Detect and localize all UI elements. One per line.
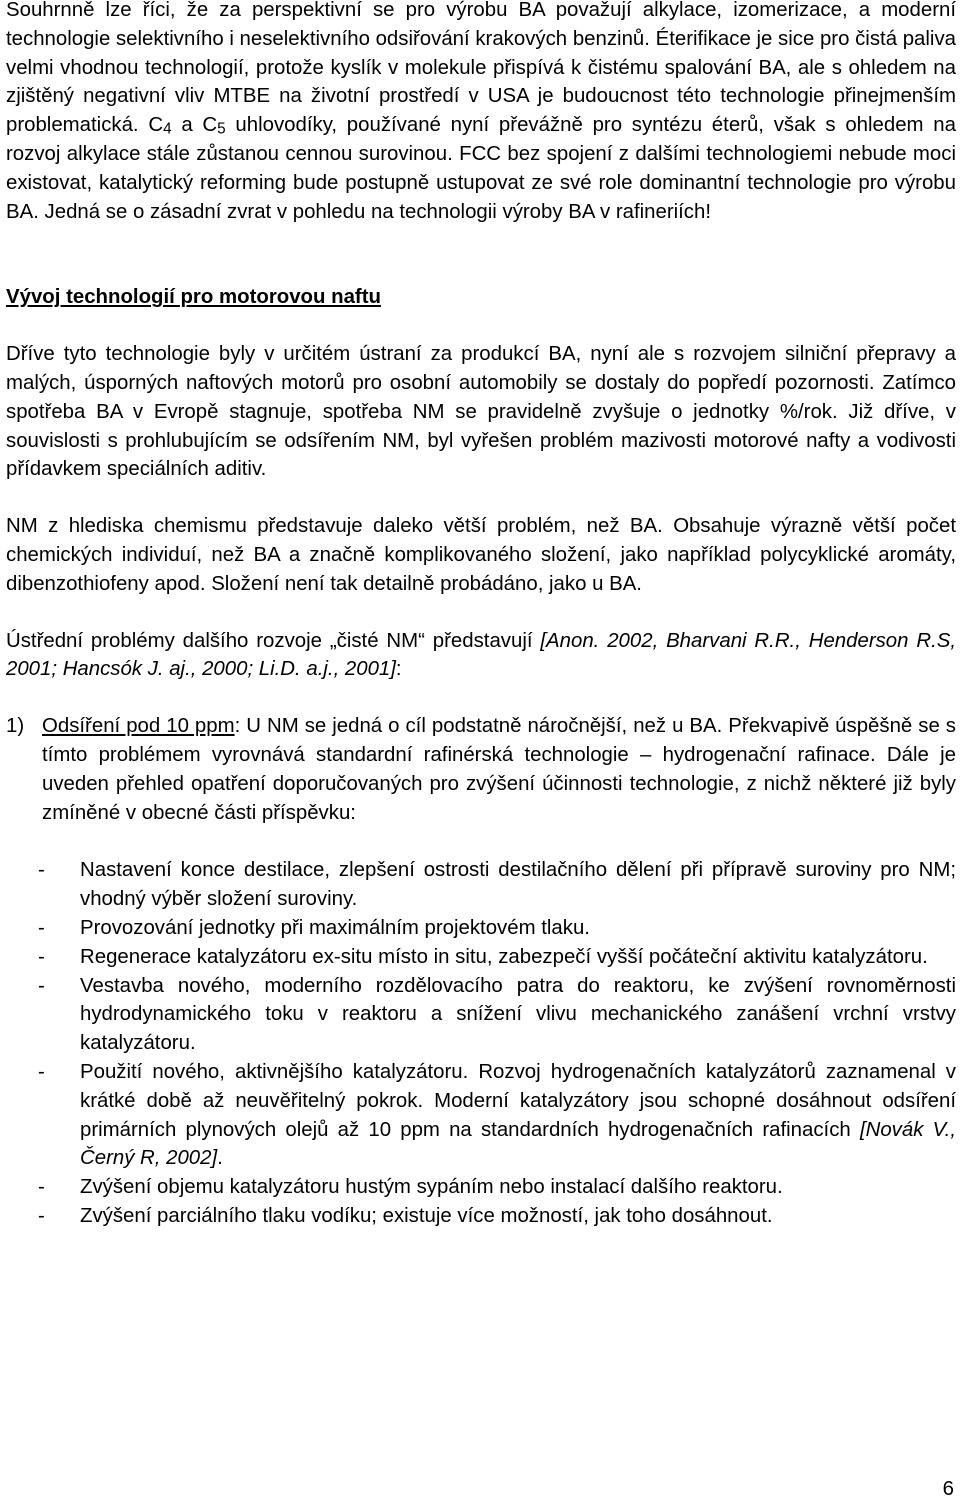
- list-item: - Regenerace katalyzátoru ex-situ místo in situ, zabezpečí vyšší počáteční aktivitu katalyzátoru.: [6, 943, 956, 972]
- list-item: - Vestavba nového, moderního rozdělovacího patra do reaktoru, ke zvýšení rovnoměrnosti hydrodynamického toku v reaktoru a snížení vlivu mechanického zanášení vrchní vrstvy katalyzátoru.: [6, 972, 956, 1058]
- dash-marker: -: [38, 1060, 45, 1083]
- paragraph-diesel-chemistry: NM z hlediska chemismu představuje daleko větší problém, než BA. Obsahuje výrazně větší počet chemických individuí, než BA a značně komplikovaného složení, jako například polycyklické aromáty, dibenzothiofeny apod. Složení není tak detailně probádáno, jako u BA.: [6, 515, 956, 595]
- paragraph-summary: Souhrnně lze říci, že za perspektivní se pro výrobu BA považují alkylace, izomerizace, a moderní technologie selektivního i neselektivního odsiřování krakových benzinů. Éterifikace je sice pro čistá paliva velmi vhodnou technologií, protože kyslík v molekule přispívá k čistému spalování BA, ale s ohledem na zjištěný negativní vliv MTBE na životní prostředí v USA je budoucnost této technologie přinejmenším problematická. $C_4$ a $C_5$ uhlovodíky, používané nyní převážně pro syntézu éterů, však s ohledem na rozvoj alkylace stále zůstanou cennou surovinou. FCC bez spojení z dalšími technologiemi nebude moci existovat, katalytický reforming bude postupně ustupovat ze své role dominantní technologie pro výrobu BA. Jedná se o zásadní zvrat v pohledu na technologii výroby BA v rafineriích!: [6, 0, 956, 223]
- list-item: - Nastavení konce destilace, zlepšení ostrosti destilačního dělení při přípravě suroviny pro NM; vhodný výběr složení suroviny.: [6, 856, 956, 914]
- paragraph-diesel-intro: Dříve tyto technologie byly v určitém ústraní za produkcí BA, nyní ale s rozvojem silniční přepravy a malých, úsporných naftových motorů pro osobní automobily se dostaly do popředí pozornosti. Zatímco spotřeba BA v Evropě stagnuje, spotřeba NM se pravidelně zvyšuje o jednotky %/rok. Již dříve, v souvislosti s prohlubujícím se odsířením NM, byl vyřešen problém mazivosti motorové nafty a vodivosti přídavkem speciálních aditiv.: [6, 343, 956, 481]
- numbered-item-1: 1) Odsíření pod 10 ppm: U NM se jedná o cíl podstatně náročnější, než u BA. Překvapivě úspěšně se s tímto problémem vyrovnává standardní rafinérská technologie – hydrogenační rafinace. Dále je uveden přehled opatření doporučovaných pro zvýšení účinnosti technologie, z nichž některé již byly zmíněné v obecné části příspěvku:: [6, 712, 956, 827]
- list-item: - Použití nového, aktivnějšího katalyzátoru. Rozvoj hydrogenačních katalyzátorů zaznamenal v krátké době až neuvěřitelný pokrok. Moderní katalyzátory jsou schopné dosáhnout odsíření primárních plynových olejů až 10 ppm na standardních hydrogenačních rafinacích [Novák V., Černý R, 2002].: [6, 1058, 956, 1173]
- list-item: - Zvýšení parciálního tlaku vodíku; existuje více možností, jak toho dosáhnout.: [6, 1202, 956, 1231]
- item-title: Odsíření pod 10 ppm: [42, 715, 235, 738]
- citation: [Anon. 2002, Bharvani R.R., Henderson R.S, 2001; Hancsók J. aj., 2000; Li.D. a.j., 2001]: [6, 629, 956, 681]
- dash-marker: -: [38, 1176, 45, 1199]
- section-heading: Vývoj technologií pro motorovou naftu: [6, 286, 381, 309]
- dash-marker: -: [38, 1204, 45, 1227]
- item-number: 1): [6, 715, 25, 738]
- dash-marker: -: [38, 945, 45, 968]
- subscript-4: 4: [163, 120, 172, 138]
- subscript-5: 5: [217, 120, 226, 138]
- list-item: - Zvýšení objemu katalyzátoru hustým sypáním nebo instalací dalšího reaktoru.: [6, 1173, 956, 1202]
- citation: [Novák V., Černý R, 2002]: [80, 1118, 957, 1170]
- list-item: - Provozování jednotky při maximálním projektovém tlaku.: [6, 914, 956, 943]
- dash-marker: -: [38, 916, 45, 939]
- page-number: 6: [942, 1478, 954, 1500]
- dash-marker: -: [38, 859, 45, 882]
- paragraph-central-problems: Ústřední problémy dalšího rozvoje „čisté NM“ představují [Anon. 2002, Bharvani R.R., Henderson R.S, 2001; Hancsók J. aj., 2000; Li.D. a.j., 2001]:: [6, 629, 956, 681]
- document-page: [6, 0, 956, 1231]
- measures-list: [6, 856, 956, 1230]
- dash-marker: -: [38, 974, 45, 997]
